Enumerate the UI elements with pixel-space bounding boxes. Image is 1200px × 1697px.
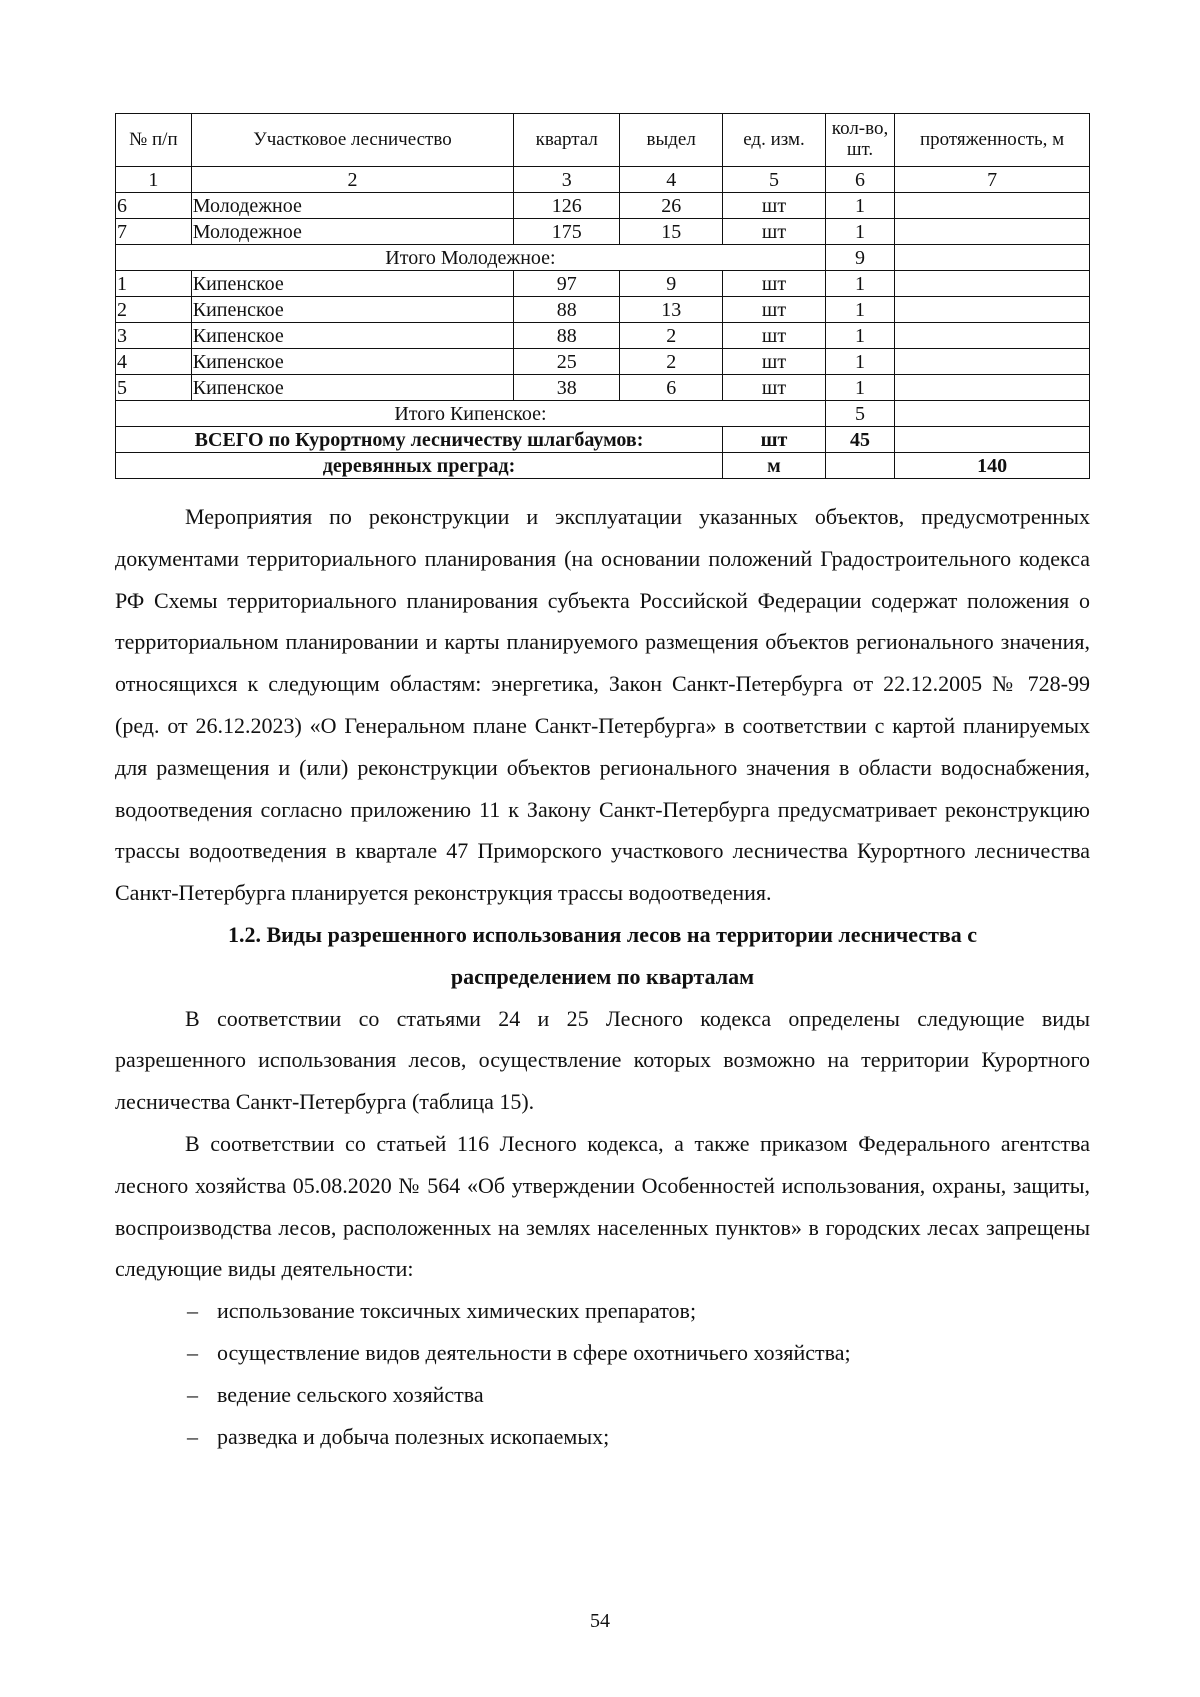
quantity: 1 [825,193,894,219]
column-number: 5 [723,167,826,193]
allotment: 13 [620,297,723,323]
column-number: 3 [514,167,620,193]
paragraph: В соответствии со статьями 24 и 25 Лесного кодекса определены следующие виды разрешенного использования лесов, осуществление которых возможно на территории Курортного лесничества Санкт-Петербурга (таблица 15). [115,1005,1090,1115]
dash-bullet: – [187,1423,198,1449]
subtotal-row [116,401,1090,427]
list-item [115,1374,1090,1416]
unit: шт [723,375,826,401]
subtotal-label: Итого Молодежное: [116,245,826,271]
row-number: 6 [116,193,192,219]
header-cell: ед. изм. [723,114,826,167]
empty-cell [895,245,1090,271]
quarter: 126 [514,193,620,219]
dash-bullet: – [187,1381,198,1407]
unit: шт [723,193,826,219]
allotment: 2 [620,349,723,375]
total-length: 140 [895,453,1090,479]
table-row [116,193,1090,219]
total-row [116,427,1090,453]
forestry-name: Кипенское [191,297,514,323]
empty-cell [895,401,1090,427]
allotment: 6 [620,375,723,401]
list-item-text: разведка и добыча полезных ископаемых; [217,1423,610,1449]
subtotal-row [116,245,1090,271]
allotment: 2 [620,323,723,349]
quarter: 97 [514,271,620,297]
quantity: 1 [825,323,894,349]
list-item [115,1416,1090,1458]
forestry-name: Кипенское [191,375,514,401]
table-header-row [116,114,1090,167]
row-number: 5 [116,375,192,401]
quarter: 88 [514,297,620,323]
column-number: 4 [620,167,723,193]
forestry-name: Молодежное [191,219,514,245]
unit: шт [723,297,826,323]
body-text [115,496,1090,1457]
header-cell: кол-во, шт. [825,114,894,167]
total-unit: м [723,453,826,479]
total-length [895,427,1090,453]
row-number: 3 [116,323,192,349]
quarter: 38 [514,375,620,401]
table-row [116,219,1090,245]
unit: шт [723,219,826,245]
list-item [115,1290,1090,1332]
length [895,323,1090,349]
allotment: 26 [620,193,723,219]
forestry-name: Кипенское [191,323,514,349]
column-number: 6 [825,167,894,193]
length [895,219,1090,245]
table-row [116,297,1090,323]
length [895,375,1090,401]
unit: шт [723,271,826,297]
forestry-name: Молодежное [191,193,514,219]
list-item-text: ведение сельского хозяйства [217,1381,484,1407]
paragraph: В соответствии со статьей 116 Лесного кодекса, а также приказом Федерального агентства лесного хозяйства 05.08.2020 № 564 «Об утверждении Особенностей использования, охраны, защиты, воспроизводства лесов, расположенных на землях населенных пунктов» в городских лесах запрещены следующие виды деятельности: [115,1130,1090,1282]
length [895,349,1090,375]
column-number-row [116,167,1090,193]
table-row [116,349,1090,375]
list-item [115,1332,1090,1374]
unit: шт [723,323,826,349]
dash-bullet: – [187,1298,198,1324]
row-number: 4 [116,349,192,375]
dash-bullet: – [187,1339,198,1365]
table-row [116,323,1090,349]
total-quantity [825,453,894,479]
list-item-text: использование токсичных химических препаратов; [217,1298,697,1324]
header-cell: выдел [620,114,723,167]
header-cell: № п/п [116,114,192,167]
total-quantity: 45 [825,427,894,453]
row-number: 7 [116,219,192,245]
allotment: 9 [620,271,723,297]
quantity: 1 [825,219,894,245]
length [895,271,1090,297]
row-number: 2 [116,297,192,323]
subtotal-label: Итого Кипенское: [116,401,826,427]
length [895,297,1090,323]
total-label: деревянных преград: [116,453,723,479]
prohibited-activities-list [115,1290,1090,1457]
table-row [116,375,1090,401]
table-row [116,271,1090,297]
barriers-table [115,113,1090,479]
forestry-name: Кипенское [191,271,514,297]
quantity: 1 [825,375,894,401]
quarter: 25 [514,349,620,375]
column-number: 1 [116,167,192,193]
header-cell: протяженность, м [895,114,1090,167]
header-cell: Участковое лесничество [191,114,514,167]
list-item-text: осуществление видов деятельности в сфере охотничьего хозяйства; [217,1339,851,1365]
quantity: 1 [825,349,894,375]
forestry-name: Кипенское [191,349,514,375]
total-unit: шт [723,427,826,453]
page-number: 54 [590,1610,610,1632]
quantity: 1 [825,297,894,323]
total-row [116,453,1090,479]
quarter: 88 [514,323,620,349]
section-heading: 1.2. Виды разрешенного использования лесов на территории лесничества с распределением по кварталам [227,921,978,989]
subtotal-quantity: 9 [825,245,894,271]
subtotal-quantity: 5 [825,401,894,427]
row-number: 1 [116,271,192,297]
column-number: 2 [191,167,514,193]
length [895,193,1090,219]
unit: шт [723,349,826,375]
paragraph: Мероприятия по реконструкции и эксплуатации указанных объектов, предусмотренных документами территориального планирования (на основании положений Градостроительного кодекса РФ Схемы территориального планирования субъекта Российской Федерации содержат положения о территориальном планировании и карты планируемого размещения объектов регионального значения, относящихся к следующим областям: энергетика, Закон Санкт-Петербурга от 22.12.2005 № 728-99 (ред. от 26.12.2023) «О Генеральном плане Санкт-Петербурга» в соответствии с картой планируемых для размещения и (или) реконструкции объектов регионального значения в области водоснабжения, водоотведения согласно приложению 11 к Закону Санкт-Петербурга предусматривает реконструкцию трассы водоотведения в квартале 47 Приморского участкового лесничества Курортного лесничества Санкт-Петербурга планируется реконструкция трассы водоотведения. [115,504,1090,906]
quarter: 175 [514,219,620,245]
header-cell: квартал [514,114,620,167]
allotment: 15 [620,219,723,245]
total-label: ВСЕГО по Курортному лесничеству шлагбаумов: [116,427,723,453]
quantity: 1 [825,271,894,297]
column-number: 7 [895,167,1090,193]
